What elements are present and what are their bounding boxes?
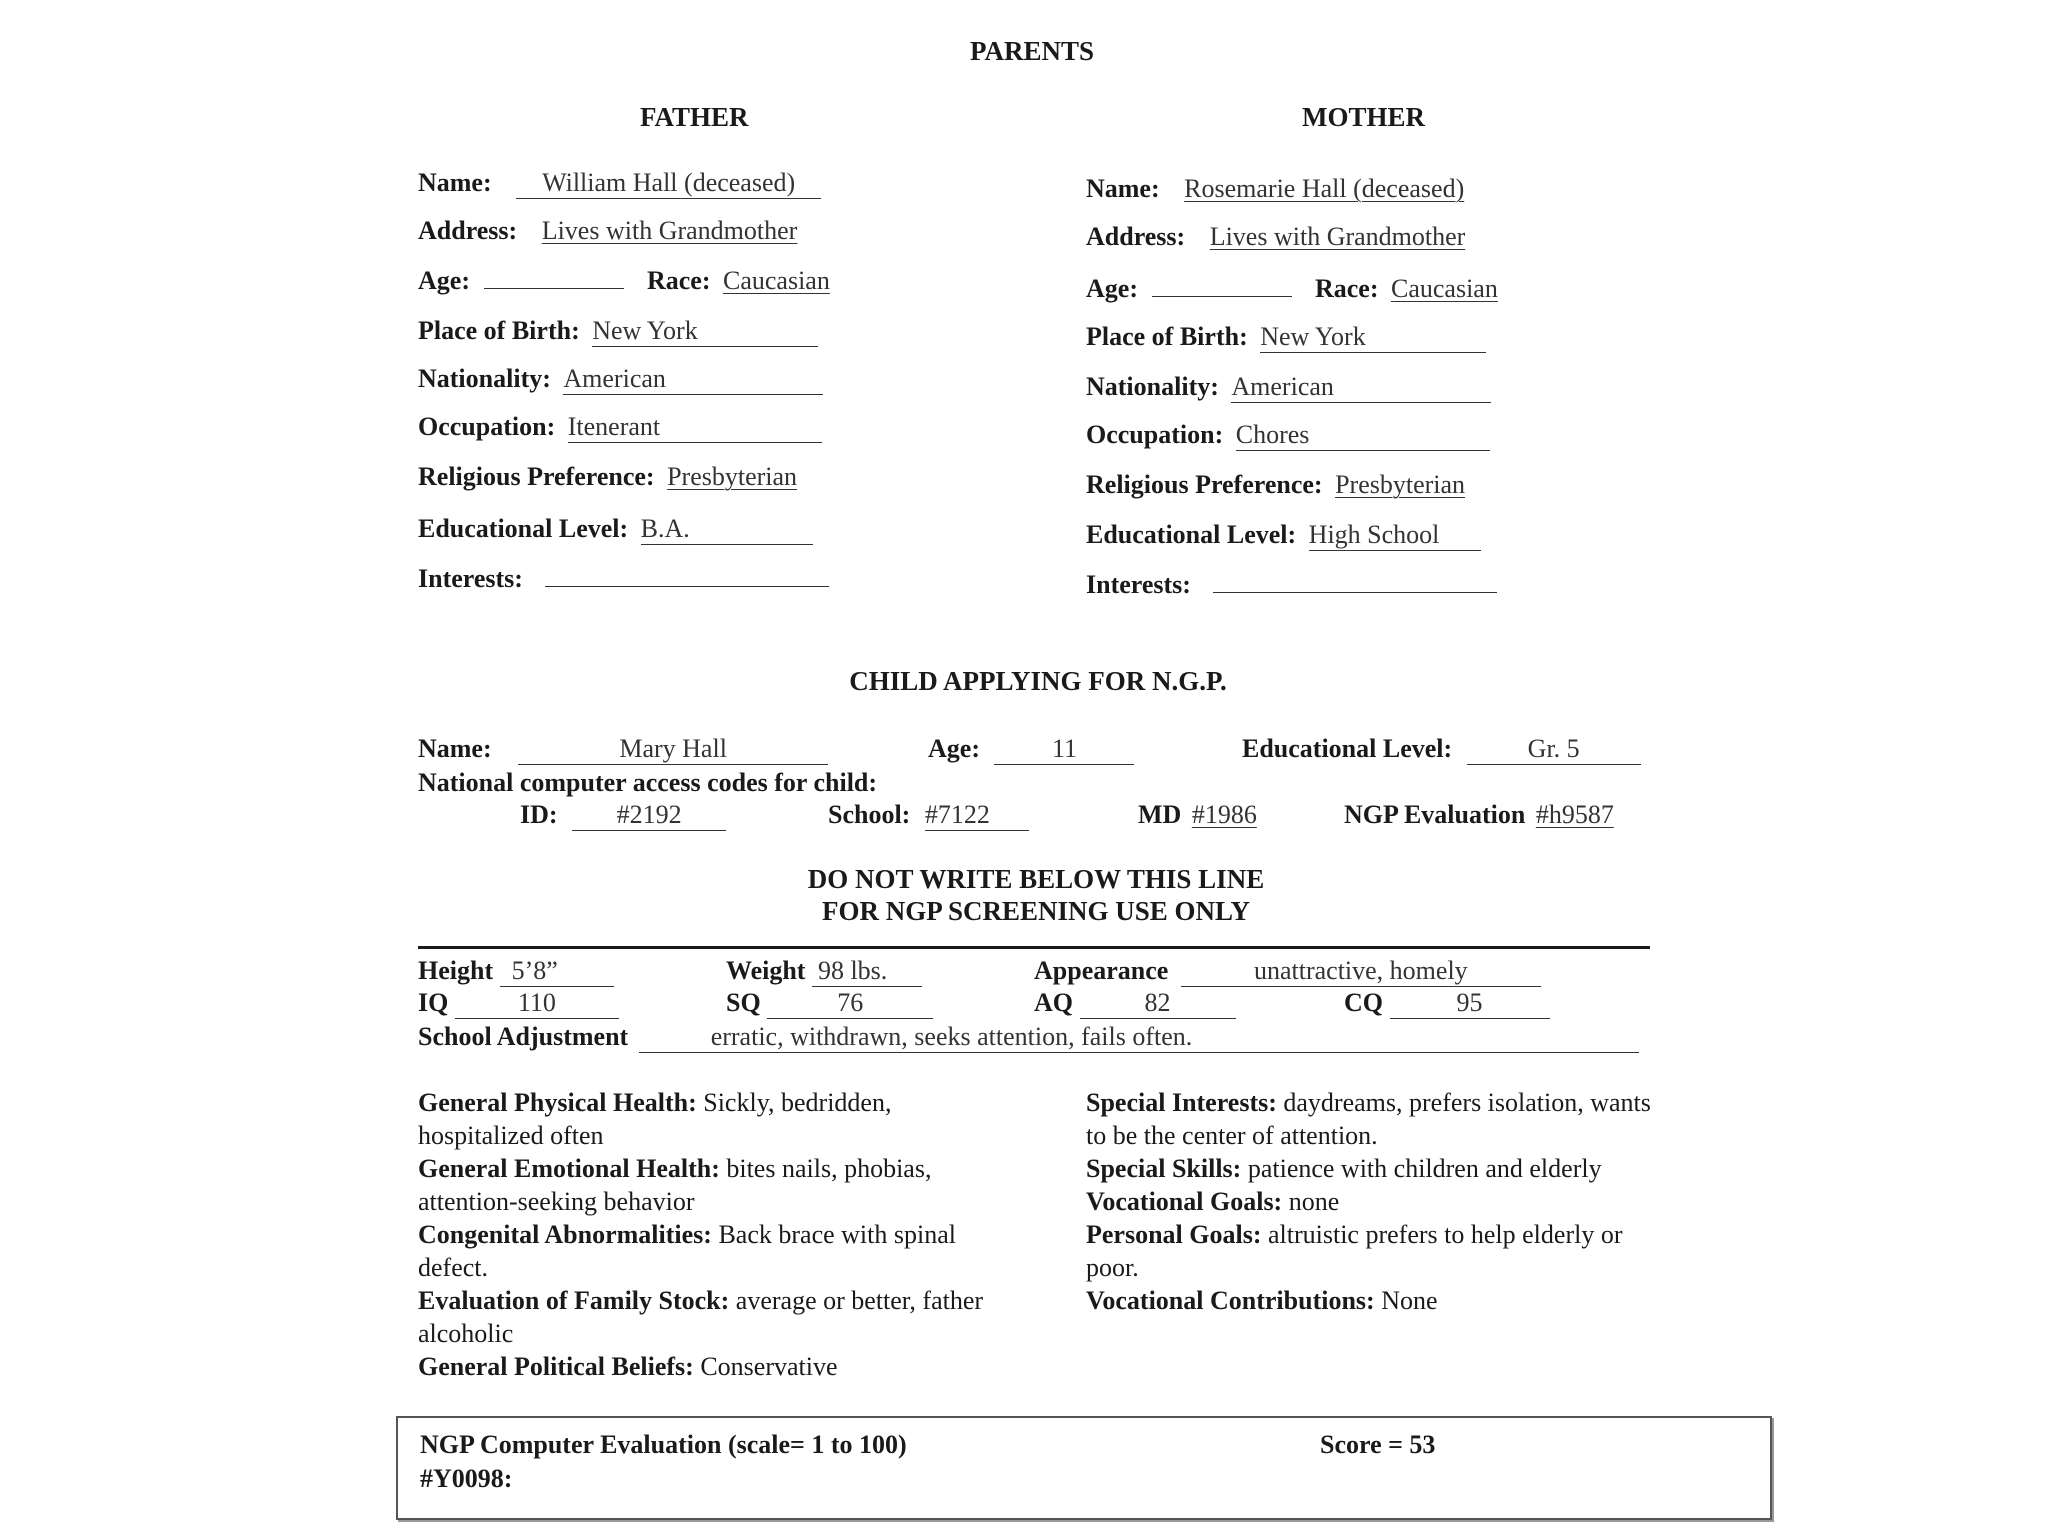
child-ngp-value: #h9587 xyxy=(1535,800,1614,829)
father-nationality-value: American xyxy=(563,364,823,395)
vocational-contributions-label: Vocational Contributions: xyxy=(1086,1286,1375,1315)
mother-race-label: Race: xyxy=(1314,274,1379,303)
mother-religion-label: Religious Preference: xyxy=(1086,470,1323,499)
cq-label: CQ xyxy=(1344,988,1383,1017)
vocational-goals-text: none xyxy=(1282,1187,1340,1216)
father-name-field xyxy=(418,166,821,200)
appearance-value: unattractive, homely xyxy=(1181,956,1541,987)
weight-field xyxy=(726,954,922,988)
sq-field xyxy=(726,986,933,1020)
special-skills-text: patience with children and elderly xyxy=(1241,1154,1602,1183)
iq-field xyxy=(418,986,619,1020)
vocational-goals-label: Vocational Goals: xyxy=(1086,1187,1283,1216)
father-religion-field xyxy=(418,460,797,494)
school-adjustment-value: erratic, withdrawn, seeks attention, fails often. xyxy=(639,1022,1639,1053)
father-occupation-value: Itenerant xyxy=(568,412,822,443)
child-age-value: 11 xyxy=(994,734,1134,765)
screening-line-2: FOR NGP SCREENING USE ONLY xyxy=(821,896,1251,926)
height-field xyxy=(418,954,614,988)
child-md-value: #1986 xyxy=(1191,800,1257,829)
vocational-contributions-note xyxy=(1086,1284,1676,1317)
political-beliefs-text: Conservative xyxy=(693,1352,838,1381)
child-ngp-label: NGP Evaluation xyxy=(1344,800,1526,829)
physical-health-text: Sickly, bedridden, hospitalized often xyxy=(418,1088,892,1150)
mother-interests-field xyxy=(1086,568,1497,602)
emotional-health-text: bites nails, phobias, attention-seeking behavior xyxy=(418,1154,932,1216)
mother-nationality-label: Nationality: xyxy=(1086,372,1219,401)
right-notes xyxy=(1086,1086,1676,1317)
father-religion-value: Presbyterian xyxy=(667,462,798,491)
personal-goals-note xyxy=(1086,1218,1676,1284)
mother-name-label: Name: xyxy=(1086,174,1160,203)
father-race-label: Race: xyxy=(646,266,711,295)
mother-nationality-value: American xyxy=(1231,372,1491,403)
father-education-label: Educational Level: xyxy=(418,514,629,543)
father-interests-label: Interests: xyxy=(418,564,523,593)
aq-value: 82 xyxy=(1080,988,1236,1019)
father-birth-value: New York xyxy=(592,316,818,347)
emotional-health-note xyxy=(418,1152,1008,1218)
congenital-text: Back brace with spinal defect. xyxy=(418,1220,956,1282)
special-interests-label: Special Interests: xyxy=(1086,1088,1277,1117)
child-education-label: Educational Level: xyxy=(1242,734,1453,763)
congenital-note xyxy=(418,1218,1008,1284)
aq-label: AQ xyxy=(1034,988,1073,1017)
father-education-field xyxy=(418,512,813,546)
evaluation-score xyxy=(1320,1430,1435,1460)
mother-education-field xyxy=(1086,518,1481,552)
mother-race-value: Caucasian xyxy=(1391,274,1498,303)
father-heading: FATHER xyxy=(640,102,749,132)
evaluation-code: #Y0098: xyxy=(420,1464,513,1493)
mother-occupation-label: Occupation: xyxy=(1086,420,1224,449)
father-name-label: Name: xyxy=(418,168,492,197)
mother-religion-value: Presbyterian xyxy=(1335,470,1466,499)
mother-interests-label: Interests: xyxy=(1086,570,1191,599)
cq-value: 95 xyxy=(1390,988,1550,1019)
child-codes-label: National computer access codes for child: xyxy=(418,768,878,797)
weight-value: 98 lbs. xyxy=(812,956,922,987)
child-name-value: Mary Hall xyxy=(518,734,828,765)
mother-heading: MOTHER xyxy=(1302,102,1426,132)
child-school-value: #7122 xyxy=(925,800,1029,831)
appearance-field xyxy=(1034,954,1541,988)
mother-education-label: Educational Level: xyxy=(1086,520,1297,549)
father-religion-label: Religious Preference: xyxy=(418,462,655,491)
father-birth-label: Place of Birth: xyxy=(418,316,580,345)
father-nationality-field xyxy=(418,362,823,396)
mother-name-value: Rosemarie Hall (deceased) xyxy=(1184,174,1465,203)
evaluation-title: NGP Computer Evaluation (scale= 1 to 100) xyxy=(420,1430,907,1459)
child-school-field xyxy=(828,798,1029,832)
screening-divider xyxy=(418,946,1650,949)
father-race-value: Caucasian xyxy=(723,266,830,295)
weight-label: Weight xyxy=(726,956,806,985)
mother-age-label: Age: xyxy=(1086,274,1138,303)
child-education-value: Gr. 5 xyxy=(1467,734,1641,765)
father-occupation-field xyxy=(418,410,822,444)
child-ngp-field xyxy=(1344,798,1614,832)
height-label: Height xyxy=(418,956,494,985)
political-beliefs-label: General Political Beliefs: xyxy=(418,1352,694,1381)
vocational-contributions-text: None xyxy=(1374,1286,1438,1315)
mother-nationality-field xyxy=(1086,370,1491,404)
mother-occupation-field xyxy=(1086,418,1490,452)
aq-field xyxy=(1034,986,1236,1020)
mother-address-value: Lives with Grandmother xyxy=(1209,222,1466,251)
father-occupation-label: Occupation: xyxy=(418,412,556,441)
child-md-field xyxy=(1138,798,1257,832)
child-id-value: #2192 xyxy=(572,800,726,831)
mother-religion-field xyxy=(1086,468,1465,502)
school-adjustment-label: School Adjustment xyxy=(418,1022,629,1051)
child-name-label: Name: xyxy=(418,734,492,763)
child-id-field xyxy=(520,798,726,832)
mother-name-field xyxy=(1086,172,1464,206)
emotional-health-label: General Emotional Health: xyxy=(418,1154,720,1183)
family-stock-note xyxy=(418,1284,1008,1350)
mother-birth-label: Place of Birth: xyxy=(1086,322,1248,351)
child-school-label: School: xyxy=(828,800,911,829)
mother-address-label: Address: xyxy=(1086,222,1186,251)
child-name-field xyxy=(418,732,828,766)
iq-value: 110 xyxy=(455,988,619,1019)
sq-value: 76 xyxy=(767,988,933,1019)
mother-education-value: High School xyxy=(1309,520,1481,551)
mother-address-field xyxy=(1086,220,1465,254)
family-stock-text: average or better, father alcoholic xyxy=(418,1286,984,1348)
father-education-value: B.A. xyxy=(641,514,813,545)
appearance-label: Appearance xyxy=(1034,956,1169,985)
parents-heading: PARENTS xyxy=(969,36,1095,66)
congenital-label: Congenital Abnormalities: xyxy=(418,1220,712,1249)
child-age-label: Age: xyxy=(928,734,980,763)
father-age-label: Age: xyxy=(418,266,470,295)
father-name-value: William Hall (deceased) xyxy=(516,168,821,199)
father-interests-field xyxy=(418,562,829,596)
special-skills-note xyxy=(1086,1152,1676,1185)
height-value: 5’8” xyxy=(500,956,614,987)
left-notes xyxy=(418,1086,1008,1383)
father-birth-field xyxy=(418,314,818,348)
father-address-label: Address: xyxy=(418,216,518,245)
child-heading: CHILD APPLYING FOR N.G.P. xyxy=(849,666,1227,696)
child-id-label: ID: xyxy=(520,800,558,829)
iq-label: IQ xyxy=(418,988,449,1017)
father-address-value: Lives with Grandmother xyxy=(541,216,798,245)
father-interests-value xyxy=(545,586,829,587)
child-age-field xyxy=(928,732,1134,766)
mother-birth-field xyxy=(1086,320,1486,354)
cq-field xyxy=(1344,986,1550,1020)
mother-occupation-value: Chores xyxy=(1236,420,1490,451)
special-interests-text: daydreams, prefers isolation, wants to be the center of attention. xyxy=(1086,1088,1651,1150)
special-skills-label: Special Skills: xyxy=(1086,1154,1242,1183)
mother-age-value xyxy=(1152,296,1292,297)
father-nationality-label: Nationality: xyxy=(418,364,551,393)
father-age-race-field xyxy=(418,264,830,298)
school-adjustment-field xyxy=(418,1020,1639,1054)
screening-line-1: DO NOT WRITE BELOW THIS LINE xyxy=(807,864,1265,894)
mother-interests-value xyxy=(1213,592,1497,593)
political-beliefs-note xyxy=(418,1350,1008,1383)
evaluation-score-text: Score = 53 xyxy=(1320,1430,1436,1459)
child-md-label: MD xyxy=(1138,800,1182,829)
evaluation-box xyxy=(396,1416,1772,1520)
sq-label: SQ xyxy=(726,988,761,1017)
vocational-goals-note xyxy=(1086,1185,1676,1218)
physical-health-label: General Physical Health: xyxy=(418,1088,697,1117)
mother-age-race-field xyxy=(1086,272,1498,306)
child-education-field xyxy=(1242,732,1641,766)
personal-goals-text: altruistic prefers to help elderly or poor. xyxy=(1086,1220,1623,1282)
father-age-value xyxy=(484,288,624,289)
special-interests-note xyxy=(1086,1086,1676,1152)
personal-goals-label: Personal Goals: xyxy=(1086,1220,1262,1249)
father-address-field xyxy=(418,214,797,248)
mother-birth-value: New York xyxy=(1260,322,1486,353)
family-stock-label: Evaluation of Family Stock: xyxy=(418,1286,730,1315)
physical-health-note xyxy=(418,1086,1008,1152)
